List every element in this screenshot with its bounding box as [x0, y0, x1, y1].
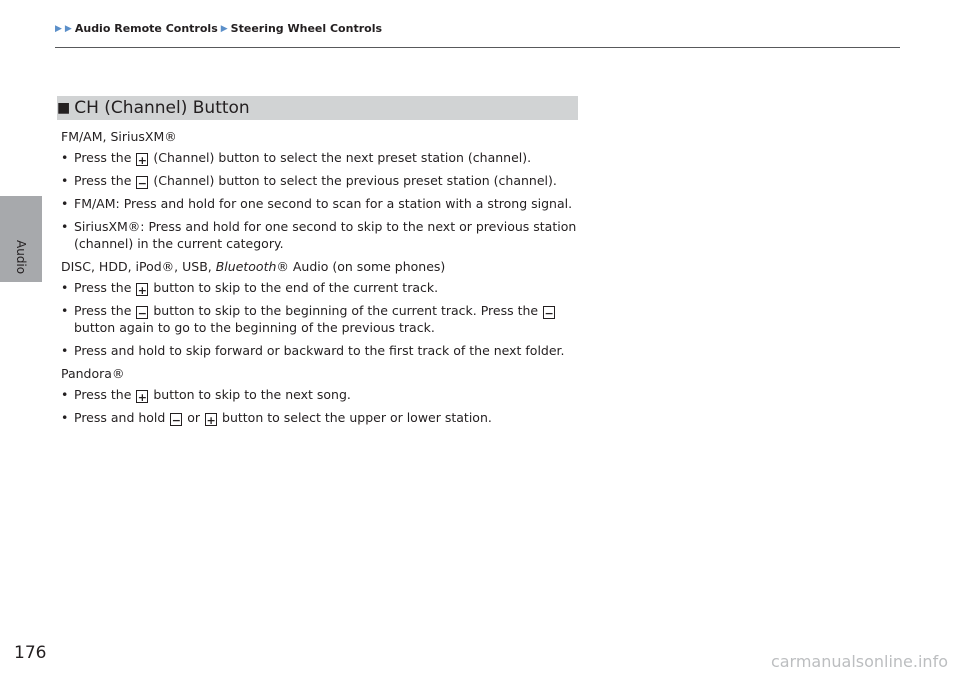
- list-item: [61, 409, 581, 426]
- watermark: carmanualsonline.info: [770, 652, 948, 671]
- list-item: [61, 342, 581, 359]
- content-body: [61, 125, 581, 432]
- breadcrumb: [55, 22, 382, 35]
- list-item-text: button to skip to the beginning of the current track. Press the: [149, 303, 543, 318]
- list-item: [61, 172, 581, 189]
- plus-button-icon: +: [137, 154, 147, 167]
- list-item-text: (Channel) button to select the next preset station (channel).: [149, 150, 532, 165]
- group-label: FM/AM, SiriusXM®: [61, 129, 177, 144]
- page-number: 176: [14, 643, 47, 663]
- list-item: [61, 149, 581, 166]
- breadcrumb-item[interactable]: Steering Wheel Controls: [230, 22, 383, 35]
- list-item-text: Press and hold to skip forward or backward to the first track of the next folder.: [74, 343, 565, 358]
- bullet-icon: •: [61, 410, 69, 425]
- list-item-text: Press the: [74, 173, 136, 188]
- group-label-part: DISC, HDD, iPod®, USB,: [61, 259, 216, 274]
- side-tab-label-wrap: [14, 240, 34, 280]
- list-item-text: Press the: [74, 303, 136, 318]
- list-item-text: or: [183, 410, 205, 425]
- list-item-text: Press the: [74, 150, 136, 165]
- bullet-icon: •: [61, 387, 69, 402]
- list-item-text: (Channel) button to select the previous preset station (channel).: [149, 173, 557, 188]
- bullet-icon: •: [61, 303, 69, 318]
- list-item-text: button to skip to the next song.: [149, 387, 351, 402]
- list-item: [61, 218, 581, 252]
- list-item: [61, 302, 581, 336]
- section-marker-icon: ■: [57, 100, 71, 116]
- triangle-right-icon: ▶: [55, 23, 62, 34]
- plus-button-icon: +: [137, 391, 147, 404]
- list-item-text: Press the: [74, 280, 136, 295]
- header-divider: [55, 47, 900, 48]
- list-item: [61, 279, 581, 296]
- group-label-part: ® Audio (on some phones): [276, 259, 446, 274]
- list-item-text: button to select the upper or lower station.: [218, 410, 492, 425]
- minus-button-icon: −: [137, 307, 147, 320]
- group-label-part: Bluetooth: [215, 259, 277, 274]
- list-item-text: button to skip to the end of the current track.: [149, 280, 439, 295]
- bullet-icon: •: [61, 196, 69, 211]
- list-item-text: Press and hold: [74, 410, 170, 425]
- minus-button-icon: −: [137, 177, 147, 190]
- group-label: [61, 258, 581, 275]
- list-item-text: Press the: [74, 387, 136, 402]
- bullet-icon: •: [61, 343, 69, 358]
- list-item: [61, 195, 581, 212]
- group-label: Pandora®: [61, 366, 125, 381]
- triangle-right-icon: ▶: [220, 23, 228, 34]
- plus-button-icon: +: [206, 414, 216, 427]
- list-item-text: SiriusXM®: Press and hold for one second to skip to the next or previous station (channel) in the current category.: [74, 219, 577, 251]
- section-header: [57, 96, 578, 120]
- minus-button-icon: −: [544, 307, 554, 320]
- bullet-icon: •: [61, 150, 69, 165]
- side-tab-label: Audio: [14, 240, 28, 275]
- triangle-right-icon: ▶: [64, 23, 72, 34]
- bullet-icon: •: [61, 280, 69, 295]
- minus-button-icon: −: [171, 414, 181, 427]
- section-title: CH (Channel) Button: [74, 98, 250, 118]
- list-item-text: button again to go to the beginning of the previous track.: [74, 320, 435, 335]
- list-item-text: FM/AM: Press and hold for one second to scan for a station with a strong signal.: [74, 196, 573, 211]
- breadcrumb-item[interactable]: Audio Remote Controls: [74, 22, 218, 35]
- list-item: [61, 386, 581, 403]
- bullet-icon: •: [61, 173, 69, 188]
- plus-button-icon: +: [137, 284, 147, 297]
- bullet-icon: •: [61, 219, 69, 234]
